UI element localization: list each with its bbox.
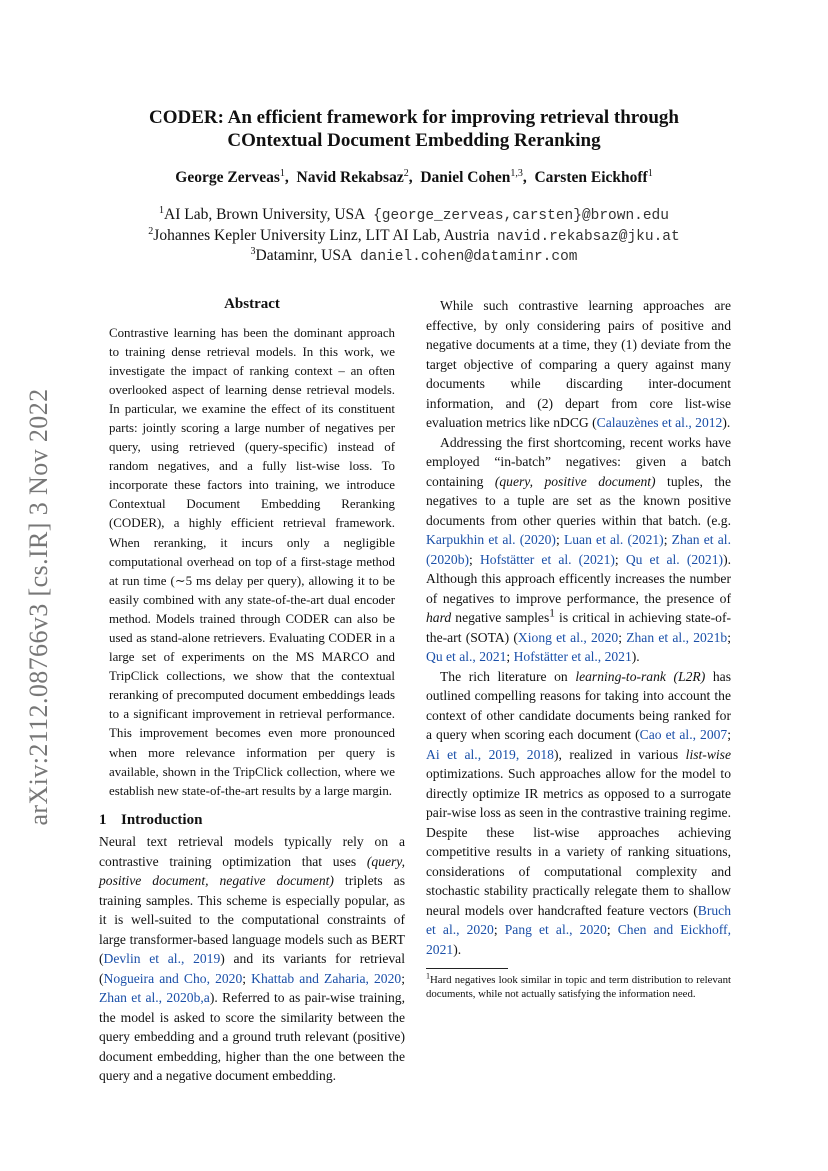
left-column bbox=[99, 295, 405, 1086]
footnote: $^1$Hard negatives look similar in topic and term distribution to relevant documents, while not actually satisfying the information need. bbox=[426, 971, 731, 1000]
citation-link[interactable]: Xiong et al., 2020 bbox=[517, 629, 619, 645]
paper-title bbox=[100, 106, 728, 152]
footnote-marker[interactable]: 1 bbox=[549, 607, 555, 620]
arxiv-identifier-stamp bbox=[14, 372, 64, 842]
author: Carsten Eickhoff$^1$ bbox=[534, 167, 653, 186]
author: Navid Rekabsaz$^2$ bbox=[296, 167, 409, 186]
citation-link[interactable]: Hofstätter et al. (2021) bbox=[479, 551, 615, 567]
citation-link[interactable]: Zhan et al., 2021b bbox=[626, 629, 728, 645]
citation-link[interactable]: Zhan et al. (2020b) bbox=[426, 532, 731, 567]
arxiv-id-text: arXiv:2112.08766v3 [cs.IR] 3 Nov 2022 bbox=[24, 388, 53, 826]
citation-link[interactable]: Chen and Eickhoff, 2021 bbox=[426, 922, 731, 957]
abstract-heading: Abstract bbox=[224, 296, 280, 312]
title-line-1: CODER: An efficient framework for improving retrieval through bbox=[149, 107, 679, 128]
section-heading-introduction: 1 Introduction bbox=[99, 811, 203, 828]
citation-link[interactable]: Hofstätter et al., 2021 bbox=[513, 649, 632, 664]
citation-link[interactable]: Nogueira and Cho, 2020 bbox=[103, 970, 243, 986]
author: Daniel Cohen$^{1,3}$ bbox=[420, 167, 523, 186]
title-line-2: COntextual Document Embedding Reranking bbox=[227, 130, 601, 151]
author: George Zerveas$^1$ bbox=[175, 167, 285, 186]
email-link[interactable]: {george_zerveas,carsten}@brown.edu bbox=[373, 208, 669, 224]
email-link[interactable]: navid.rekabsaz@jku.at bbox=[496, 229, 680, 245]
citation-link[interactable]: Devlin et al., 2019 bbox=[103, 951, 221, 967]
intro-paragraph-2: While such contrastive learning approaches are effective, by only considering pairs of positive and negative documents at a time, they (1) deviate from the target objective of comparing a query against many documents while discarding inter-document information, and (2) depart from core list-wise evaluation metrics like nDCG (Calauzènes et al., 2012). bbox=[426, 298, 731, 430]
citation-link[interactable]: Luan et al. (2021) bbox=[563, 532, 664, 547]
abstract-text: Contrastive learning has been the dominant approach to training dense retrieval models. In this work, we investigate the impact of ranking context – an often overlooked aspect of learning dense retrieval models. In particular, we examine the effect of its constituent parts: jointly scoring a large number of negatives per query, using retrieved (query-specific) instead of random negatives, and a fully list-wise loss. To incorporate these factors into training, we introduce Contextual Document Embedding Reranking (CODER), a highly efficient retrieval framework. When reranking, it incurs only a negligible computational overhead on top of a first-stage method at run time (∼5 ms delay per query), allowing it to be easily combined with any state-of-the-art dual encoder method. Models trained through CODER can also be used as stand-alone retrievers. Evaluating CODER in a large set of experiments on the MS MARCO and TripClick collections, we show that the contextual reranking of precomputed document embeddings leads to a significant improvement in retrieval performance. This improvement becomes even more pronounced when more relevance information per query is available, shown in the TripClick collection, where we establish new state-of-the-art results by a large margin. bbox=[109, 325, 395, 798]
citation-link[interactable]: Qu et al. (2021) bbox=[625, 551, 724, 567]
citation-link[interactable]: Zhan et al., 2020b,a bbox=[99, 990, 210, 1006]
citation-link[interactable]: Qu et al., 2021 bbox=[426, 649, 507, 664]
affiliation-2: $^2$Johannes Kepler University Linz, LIT AI Lab, Austria navid.rekabsaz@jku.at bbox=[148, 225, 680, 245]
affiliation-3: $^3$Dataminr, USA daniel.cohen@dataminr.com bbox=[250, 245, 578, 265]
intro-paragraph-1: Neural text retrieval models typically rely on a contrastive training optimization that uses (query, positive document, negative document) triplets as training samples. This scheme is especially popular, as it is well-suited to the computational constraints of large transformer-based language models such as BERT (Devlin et al., 2019) and its variants for retrieval (Nogueira and Cho, 2020; Khattab and Zaharia, 2020; Zhan et al., 2020b,a). Referred to as pair-wise training, the model is asked to score the similarity between the query embedding and a ground truth relevant (positive) document embedding, higher than the one between the query and a negative document embedding. bbox=[99, 834, 405, 1084]
citation-link[interactable]: Karpukhin et al. (2020) bbox=[426, 532, 556, 547]
affiliation-1: $^1$AI Lab, Brown University, USA {george_zerveas,carsten}@brown.edu bbox=[159, 204, 669, 224]
citation-link[interactable]: Khattab and Zaharia, 2020 bbox=[251, 970, 402, 986]
footnote-divider bbox=[426, 968, 508, 969]
citation-link[interactable]: Bruch et al., 2020 bbox=[426, 902, 731, 937]
right-column bbox=[426, 296, 731, 1001]
email-link[interactable]: daniel.cohen@dataminr.com bbox=[359, 249, 578, 265]
citation-link[interactable]: Ai et al., 2019, 2018 bbox=[426, 746, 554, 762]
intro-paragraph-3: Addressing the first shortcoming, recent works have employed “in-batch” negatives: given a batch containing (query, positive document) tuples, the negatives to a tuple are set as the known positive documents from other queries within that batch. (e.g. Karpukhin et al. (2020); Luan et al. (2021); Zhan et al. (2020b); Hofstätter et al. (2021); Qu et al. (2021)). Although this approach efficently increases the number of negatives to improve performance, the presence of hard negative samples$^1$ is critical in achieving state-of-the-art (SOTA) (Xiong et al., 2020; Zhan et al., 2021b; Qu et al., 2021; Hofstätter et al., 2021). bbox=[426, 434, 732, 664]
citation-link[interactable]: Pang et al., 2020 bbox=[504, 922, 607, 937]
citation-link[interactable]: Calauzènes et al., 2012 bbox=[596, 415, 723, 430]
author-list: George Zerveas$^1$, Navid Rekabsaz$^2$, Daniel Cohen$^{1,3}$, Carsten Eickhoff$^1$ bbox=[175, 167, 653, 186]
citation-link[interactable]: Cao et al., 2007 bbox=[639, 727, 728, 742]
intro-paragraph-4: The rich literature on learning-to-rank (L2R) has outlined compelling reasons for taking into account the context of other candidate documents being ranked for a query when scoring each document (Cao et al., 2007; Ai et al., 2019, 2018), realized in various list-wise optimizations. Such approaches allow for the model to directly optimize IR metrics as opposed to a surrogate pair-wise loss as seen in the contrastive training regime. Despite these list-wise approaches achieving competitive results in a variety of ranking situations, considerations of computational complexity and stochastic stability practically relegate them to shallow neural models over handcrafted feature vectors (Bruch et al., 2020; Pang et al., 2020; Chen and Eickhoff, 2021). bbox=[426, 668, 731, 957]
